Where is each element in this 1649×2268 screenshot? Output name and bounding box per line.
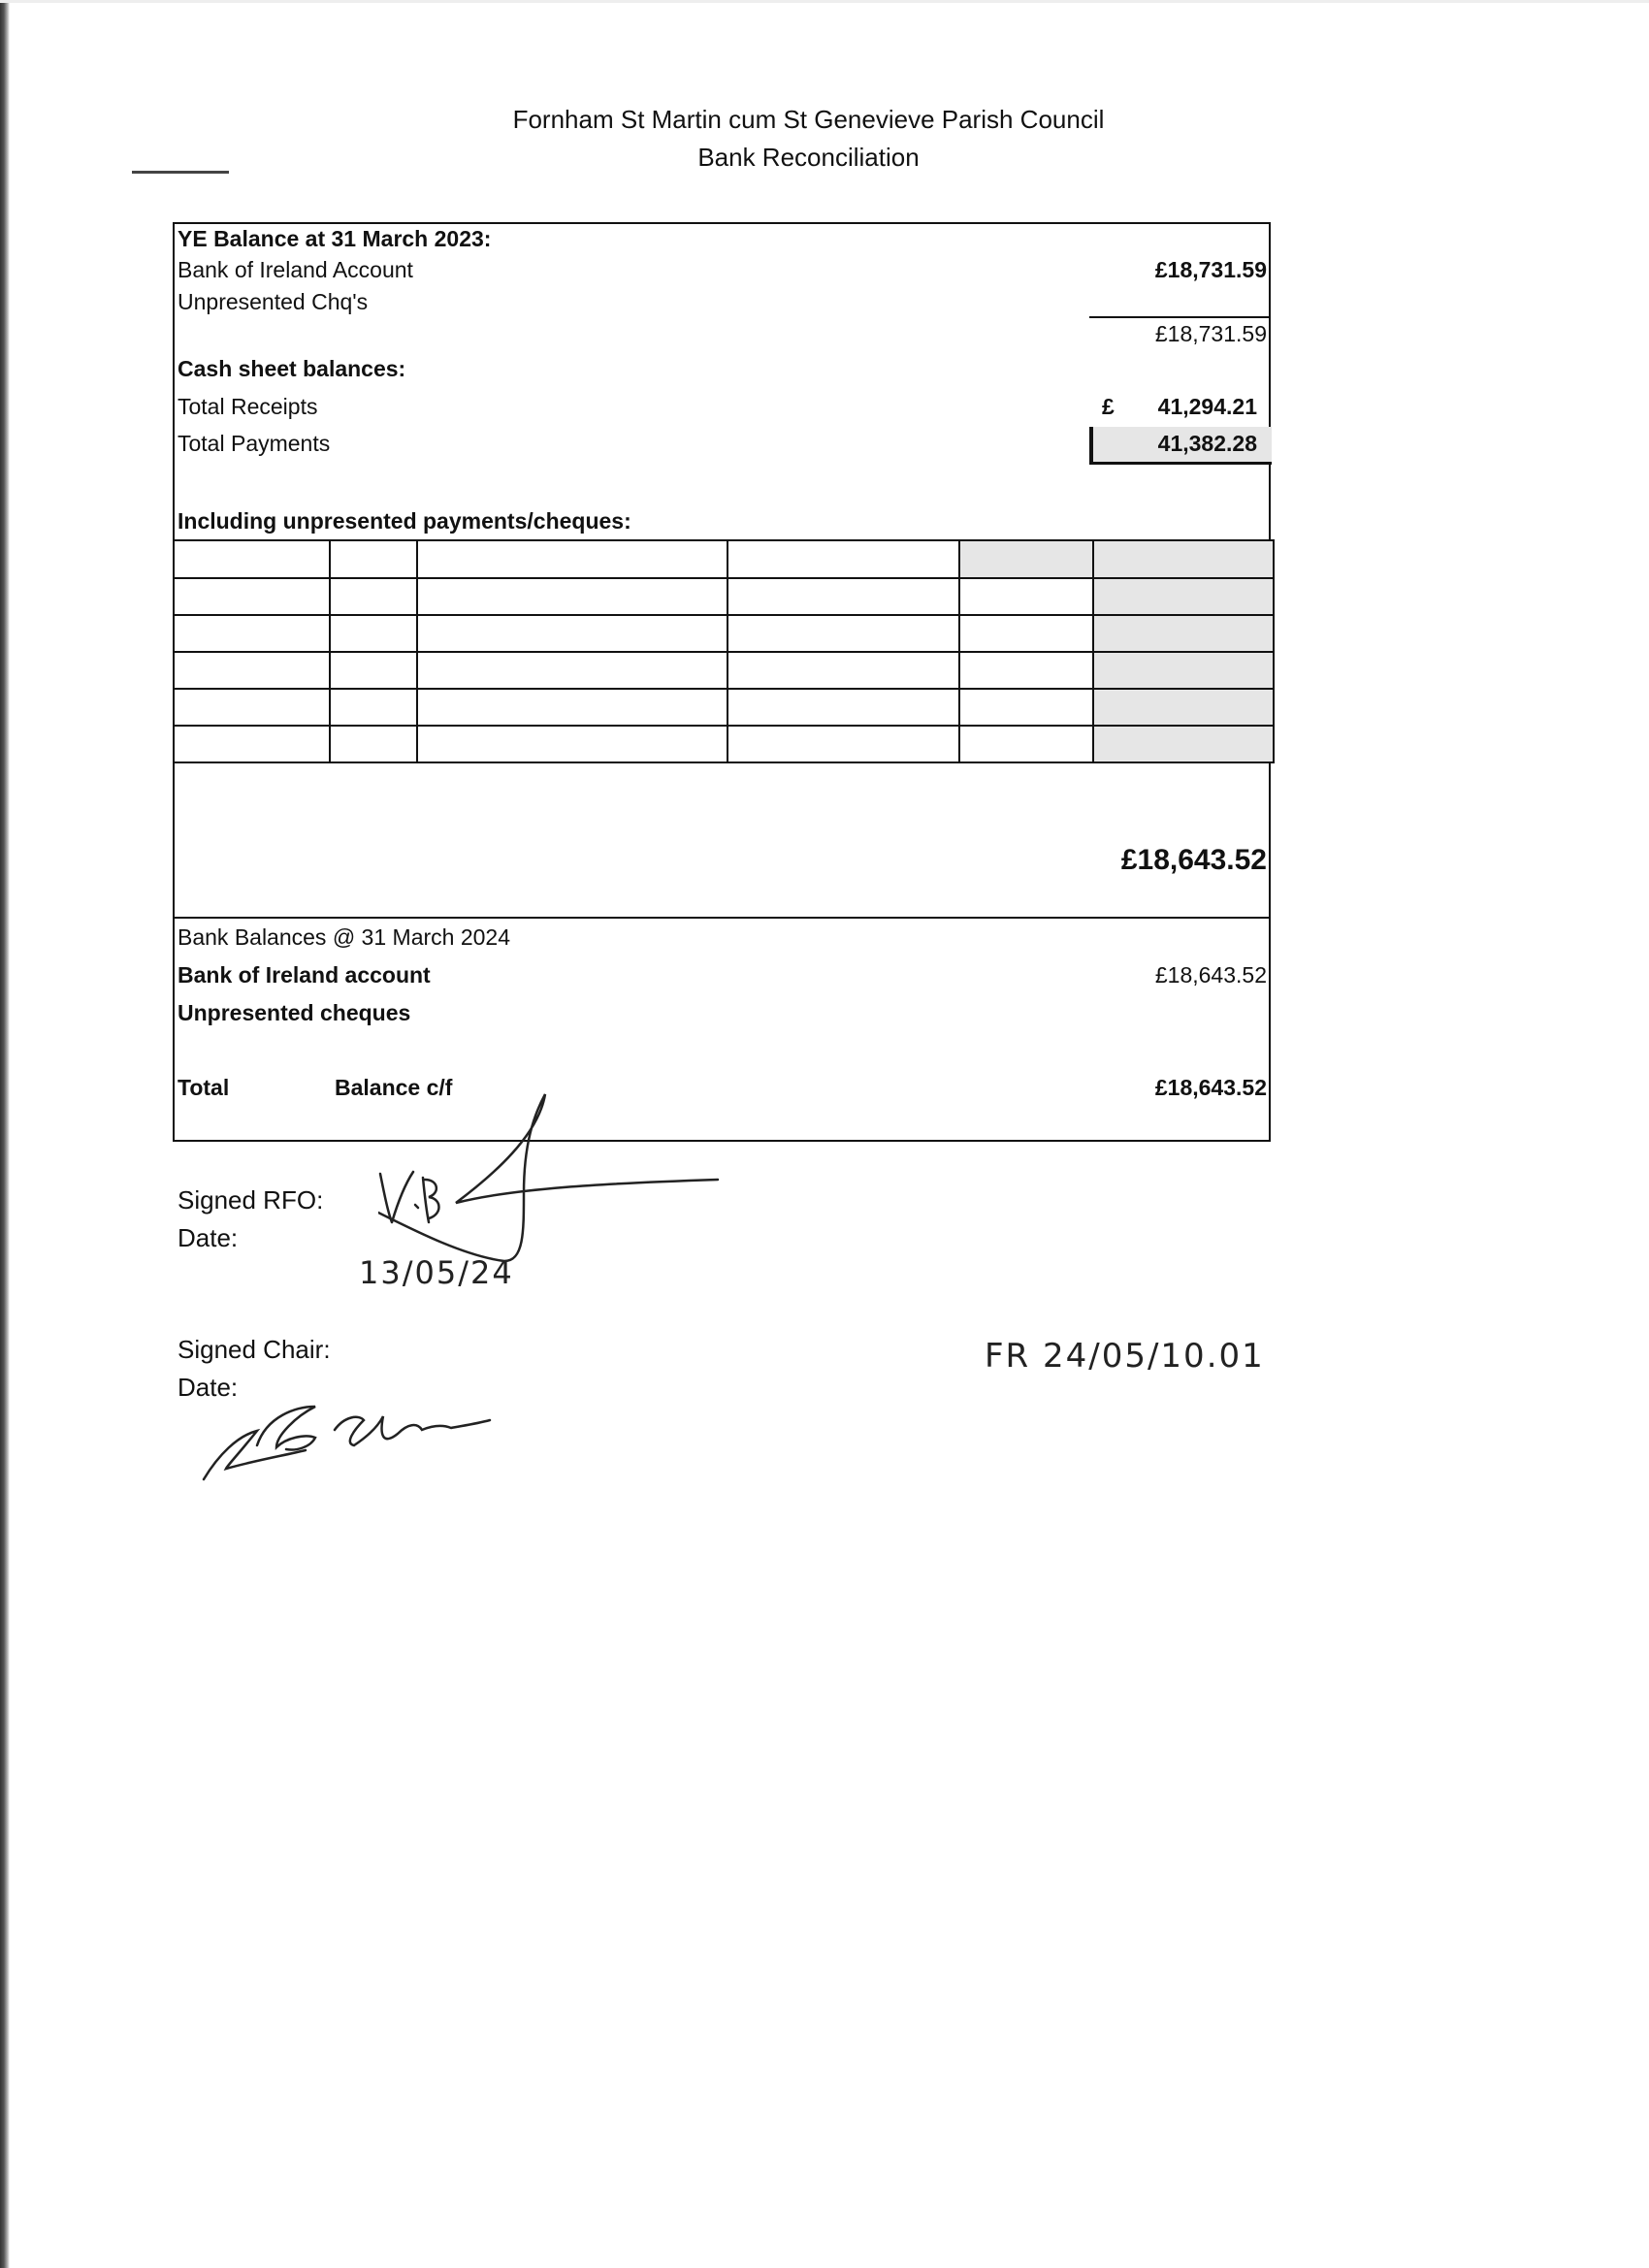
unpresented-chq-label: Unpresented Chq's bbox=[178, 289, 369, 314]
grid-cell bbox=[174, 615, 330, 652]
total-payments-value: 41,382.28 bbox=[1157, 431, 1257, 456]
grid-cell bbox=[417, 615, 728, 652]
ye-balance-heading: YE Balance at 31 March 2023: bbox=[178, 226, 492, 251]
bank-account-value: £18,731.59 bbox=[1154, 257, 1267, 282]
grid-cell bbox=[1093, 578, 1274, 615]
grid-cell bbox=[728, 652, 959, 689]
bank-account-label: Bank of Ireland Account bbox=[178, 257, 413, 282]
grid-cell bbox=[959, 615, 1093, 652]
total-receipts-label: Total Receipts bbox=[178, 394, 318, 419]
grid-cell bbox=[1093, 615, 1274, 652]
grid-cell bbox=[728, 615, 959, 652]
grid-cell bbox=[1093, 652, 1274, 689]
grid-cell bbox=[417, 540, 728, 578]
grid-cell bbox=[417, 689, 728, 726]
grid-cell bbox=[959, 652, 1093, 689]
chair-signature bbox=[199, 1387, 606, 1484]
grid-cell bbox=[174, 540, 330, 578]
scan-edge bbox=[0, 0, 10, 2268]
scan-edge-top bbox=[0, 0, 1649, 3]
grid-row bbox=[174, 615, 1274, 652]
total-payments-label: Total Payments bbox=[178, 431, 331, 456]
unpresented-heading: Including unpresented payments/cheques: bbox=[178, 508, 631, 534]
receipts-currency: £ bbox=[1102, 394, 1115, 419]
grid-row bbox=[174, 652, 1274, 689]
grid-cell bbox=[174, 726, 330, 762]
ye-subtotal-value: £18,731.59 bbox=[1154, 321, 1267, 346]
reconciled-total: £18,643.52 bbox=[1120, 844, 1267, 876]
grid-cell bbox=[174, 652, 330, 689]
balance-cf-value: £18,643.52 bbox=[1154, 1075, 1267, 1100]
grid-cell bbox=[330, 689, 417, 726]
section-rule bbox=[173, 917, 1271, 919]
grid-row bbox=[174, 689, 1274, 726]
grid-cell bbox=[417, 652, 728, 689]
grid-cell bbox=[330, 540, 417, 578]
unpresented-grid bbox=[173, 539, 1275, 763]
grid-cell bbox=[330, 726, 417, 762]
total-label: Total bbox=[178, 1075, 230, 1100]
grid-cell bbox=[174, 689, 330, 726]
grid-cell bbox=[1093, 689, 1274, 726]
grid-row bbox=[174, 540, 1274, 578]
document-subtitle: Bank Reconciliation bbox=[697, 143, 920, 172]
grid-cell bbox=[959, 689, 1093, 726]
rfo-date-label: Date: bbox=[178, 1223, 239, 1252]
grid-cell bbox=[959, 540, 1093, 578]
grid-cell bbox=[1093, 726, 1274, 762]
council-title: Fornham St Martin cum St Genevieve Parish Council bbox=[512, 105, 1105, 134]
grid-cell bbox=[417, 726, 728, 762]
subtotal-rule bbox=[1089, 316, 1271, 318]
unpresented-cheques-label: Unpresented cheques bbox=[178, 1000, 411, 1025]
grid-cell bbox=[728, 689, 959, 726]
grid-cell bbox=[417, 578, 728, 615]
handwritten-annotation: FR 24/05/10.01 bbox=[985, 1337, 1265, 1376]
cash-sheet-heading: Cash sheet balances: bbox=[178, 356, 406, 381]
grid-cell bbox=[959, 726, 1093, 762]
grid-cell bbox=[728, 578, 959, 615]
grid-cell bbox=[330, 578, 417, 615]
grid-cell bbox=[174, 578, 330, 615]
bank-balances-heading: Bank Balances @ 31 March 2024 bbox=[178, 924, 510, 950]
signed-chair-label: Signed Chair: bbox=[178, 1335, 331, 1364]
chair-date-label: Date: bbox=[178, 1373, 239, 1402]
grid-cell bbox=[330, 652, 417, 689]
rfo-signature bbox=[378, 1086, 728, 1280]
grid-row bbox=[174, 578, 1274, 615]
grid-cell bbox=[959, 578, 1093, 615]
boi-account-label: Bank of Ireland account bbox=[178, 962, 431, 988]
boi-account-value: £18,643.52 bbox=[1154, 962, 1267, 988]
balance-cf-label: Balance c/f bbox=[335, 1075, 453, 1100]
grid-cell bbox=[728, 726, 959, 762]
rfo-date-handwritten: 13/05/24 bbox=[359, 1254, 514, 1291]
grid-cell bbox=[1093, 540, 1274, 578]
grid-cell bbox=[728, 540, 959, 578]
total-receipts-value: 41,294.21 bbox=[1157, 394, 1257, 419]
grid-cell bbox=[330, 615, 417, 652]
grid-row bbox=[174, 726, 1274, 762]
signed-rfo-label: Signed RFO: bbox=[178, 1185, 324, 1215]
